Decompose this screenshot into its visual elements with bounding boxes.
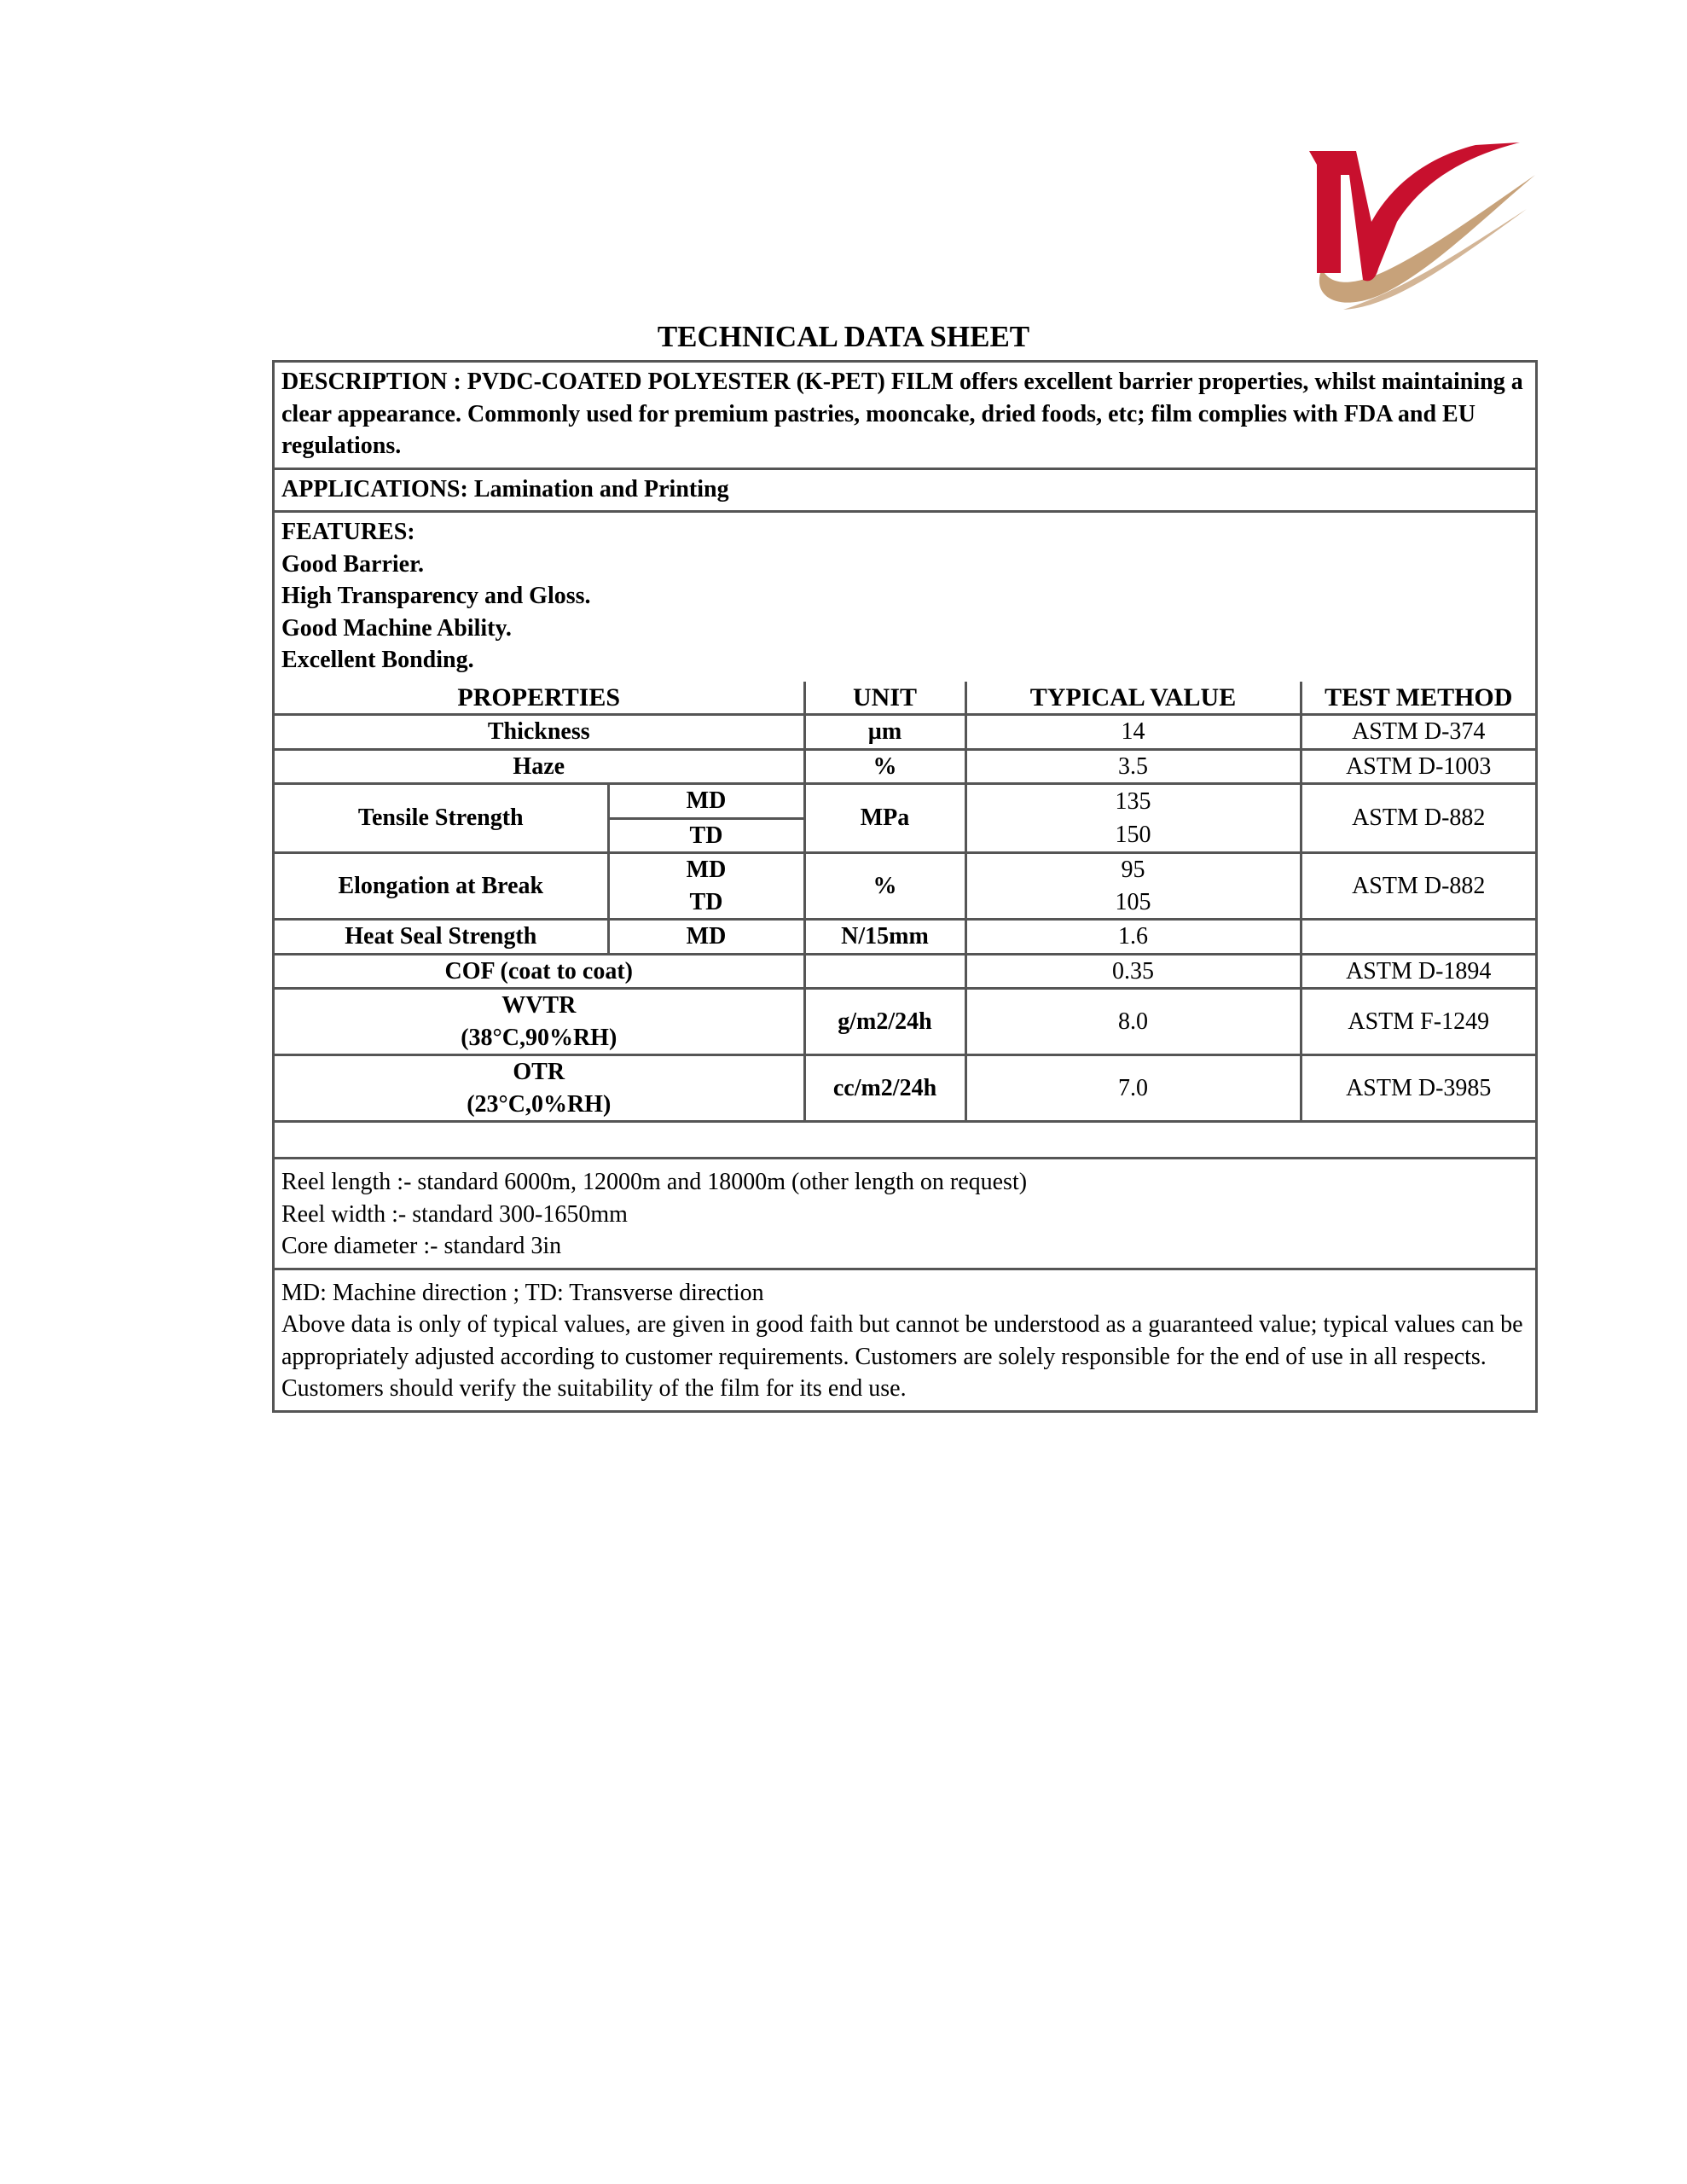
- property-condition: (38°C,90%RH): [461, 1024, 617, 1051]
- direction-md: MD: [608, 784, 804, 819]
- reel-length: Reel length :- standard 6000m, 12000m and 18000m (other length on request): [281, 1169, 1028, 1195]
- header-properties: PROPERTIES: [275, 682, 804, 715]
- table-row: [275, 920, 1535, 955]
- property-value: 1.6: [965, 920, 1301, 955]
- property-unit: %: [804, 853, 965, 920]
- property-method: ASTM D-882: [1301, 853, 1535, 920]
- property-value: 14: [965, 715, 1301, 750]
- description-section: [275, 363, 1535, 470]
- header-test-method: TEST METHOD: [1301, 682, 1535, 715]
- property-unit: %: [804, 749, 965, 784]
- property-value-md: 95: [965, 853, 1301, 886]
- property-name-main: OTR: [513, 1059, 565, 1085]
- property-value: 0.35: [965, 954, 1301, 989]
- applications-section: [275, 470, 1535, 514]
- abbreviations-note: MD: Machine direction ; TD: Transverse direction: [281, 1279, 764, 1306]
- property-method: ASTM D-882: [1301, 784, 1535, 853]
- disclaimer-text: Above data is only of typical values, are given in good faith but cannot be understood as a guaranteed value; typical values can be appropriately adjusted according to customer requirements. Customers are solely responsible for the end of use in all respects. Customers should verify the suitability of the film for its end use.: [281, 1311, 1523, 1402]
- property-unit: g/m2/24h: [804, 989, 965, 1055]
- direction-td: TD: [608, 886, 804, 920]
- property-method: ASTM F-1249: [1301, 989, 1535, 1055]
- property-method: ASTM D-1894: [1301, 954, 1535, 989]
- core-diameter: Core diameter :- standard 3in: [281, 1233, 562, 1259]
- property-value-td: 105: [965, 886, 1301, 920]
- applications-text: APPLICATIONS: Lamination and Printing: [281, 475, 729, 502]
- description-text: DESCRIPTION : PVDC-COATED POLYESTER (K-PET) FILM offers excellent barrier properties, whilst maintaining a clear appearance. Commonly used for premium pastries, mooncake, dried foods, etc; film complies with FDA and EU regulations.: [281, 369, 1523, 459]
- property-unit: cc/m2/24h: [804, 1055, 965, 1122]
- property-condition: (23°C,0%RH): [467, 1090, 612, 1118]
- property-method: ASTM D-1003: [1301, 749, 1535, 784]
- reel-section: [275, 1159, 1535, 1270]
- property-value: 8.0: [965, 989, 1301, 1055]
- spacer-cell: [275, 1122, 1535, 1159]
- property-name: [275, 1055, 804, 1122]
- property-method: ASTM D-3985: [1301, 1055, 1535, 1122]
- property-unit: [804, 954, 965, 989]
- company-logo-icon: [1296, 141, 1535, 320]
- features-section: [275, 513, 1535, 682]
- property-name-main: WVTR: [501, 992, 577, 1019]
- direction-md: MD: [608, 920, 804, 955]
- property-value-td: 150: [965, 818, 1301, 853]
- property-name: Haze: [275, 749, 804, 784]
- table-spacer-row: [275, 1122, 1535, 1159]
- property-name: Tensile Strength: [275, 784, 608, 853]
- feature-item: Excellent Bonding.: [281, 647, 474, 673]
- feature-item: Good Machine Ability.: [281, 614, 512, 642]
- table-row: [275, 853, 1535, 886]
- property-name: Heat Seal Strength: [275, 920, 608, 955]
- property-unit: N/15mm: [804, 920, 965, 955]
- table-row: [275, 954, 1535, 989]
- table-row: [275, 749, 1535, 784]
- property-name: [275, 989, 804, 1055]
- table-row: [275, 1055, 1535, 1122]
- header-unit: UNIT: [804, 682, 965, 715]
- reel-width: Reel width :- standard 300-1650mm: [281, 1200, 628, 1228]
- properties-table: [275, 682, 1535, 1160]
- property-unit: MPa: [804, 784, 965, 853]
- header-typical-value: TYPICAL VALUE: [965, 682, 1301, 715]
- direction-md: MD: [608, 853, 804, 886]
- feature-item: High Transparency and Gloss.: [281, 583, 591, 609]
- table-row: [275, 989, 1535, 1055]
- property-name: Thickness: [275, 715, 804, 750]
- data-sheet: [272, 360, 1538, 1413]
- property-value: 7.0: [965, 1055, 1301, 1122]
- property-name: COF (coat to coat): [275, 954, 804, 989]
- features-heading: FEATURES:: [281, 519, 415, 545]
- property-method: [1301, 920, 1535, 955]
- notes-section: [275, 1270, 1535, 1410]
- table-row: [275, 715, 1535, 750]
- feature-item: Good Barrier.: [281, 550, 424, 578]
- property-unit: µm: [804, 715, 965, 750]
- property-name: Elongation at Break: [275, 853, 608, 920]
- direction-td: TD: [608, 818, 804, 853]
- property-method: ASTM D-374: [1301, 715, 1535, 750]
- table-row: [275, 784, 1535, 819]
- property-value: 3.5: [965, 749, 1301, 784]
- table-header-row: [275, 682, 1535, 715]
- document-title: TECHNICAL DATA SHEET: [657, 320, 1030, 353]
- property-value-md: 135: [965, 784, 1301, 819]
